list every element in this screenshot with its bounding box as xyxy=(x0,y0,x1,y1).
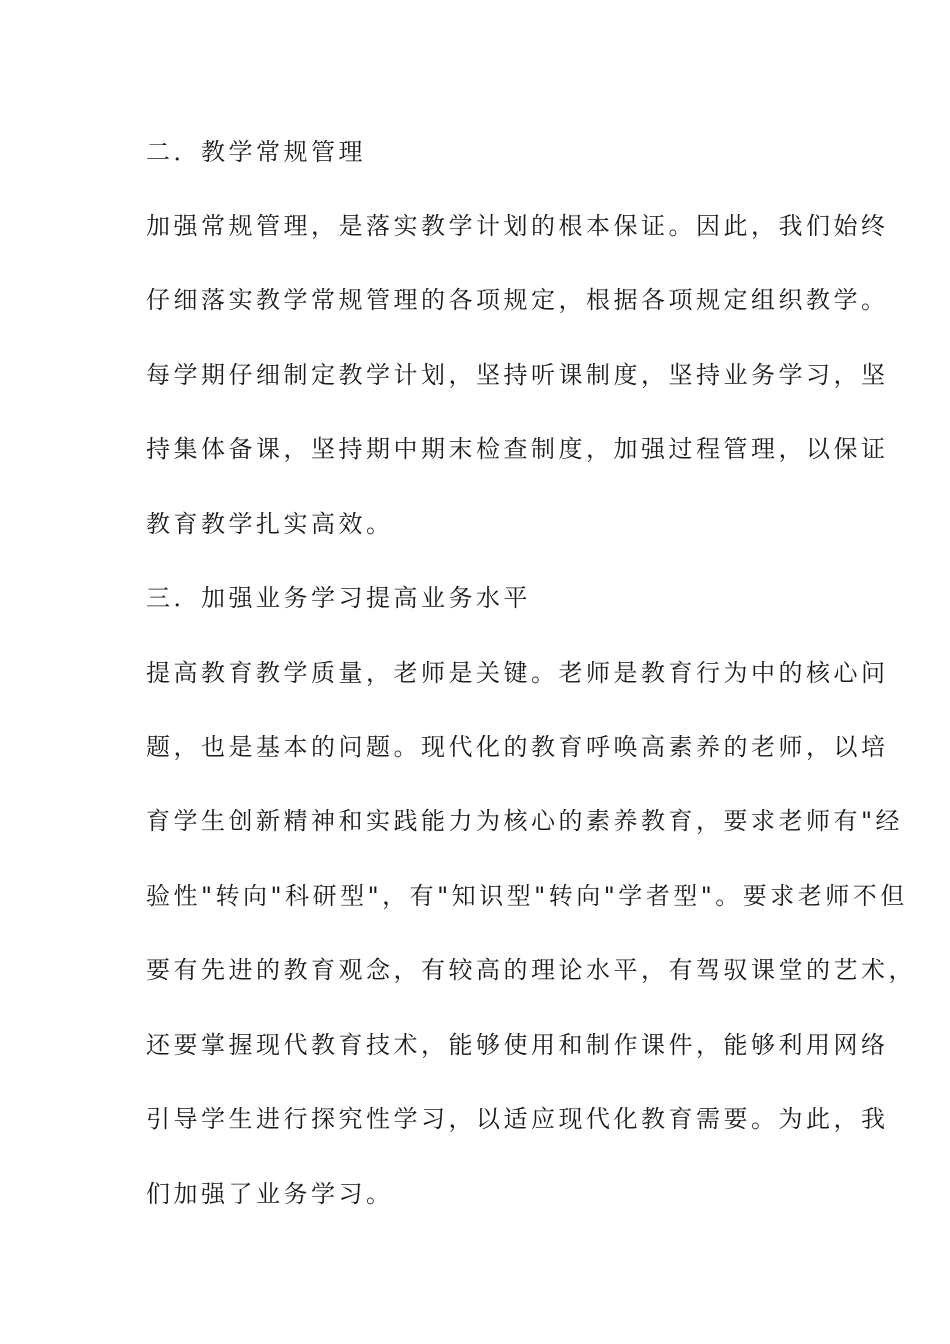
paragraph-line: 教育教学扎实高效。 xyxy=(146,510,394,538)
paragraph-line: 持集体备课，坚持期中期末检查制度，加强过程管理，以保证 xyxy=(146,435,889,463)
paragraph-line: 验性"转向"科研型"，有"知识型"转向"学者型"。要求老师不但 xyxy=(146,882,908,910)
paragraph-line: 们加强了业务学习。 xyxy=(146,1180,394,1208)
paragraph-line: 仔细落实教学常规管理的各项规定，根据各项规定组织教学。 xyxy=(146,286,889,314)
paragraph-line: 加强常规管理，是落实教学计划的根本保证。因此，我们始终 xyxy=(146,212,889,240)
paragraph-line: 每学期仔细制定教学计划，坚持听课制度，坚持业务学习，坚 xyxy=(146,361,889,389)
paragraph-line: 还要掌握现代教育技术，能够使用和制作课件，能够利用网络 xyxy=(146,1031,889,1059)
paragraph-line: 要有先进的教育观念，有较高的理论水平，有驾驭课堂的艺术， xyxy=(146,956,916,984)
paragraph-line: 题，也是基本的问题。现代化的教育呼唤高素养的老师，以培 xyxy=(146,733,889,761)
paragraph-line: 提高教育教学质量，老师是关键。老师是教育行为中的核心问 xyxy=(146,659,889,687)
paragraph-line: 引导学生进行探究性学习，以适应现代化教育需要。为此，我 xyxy=(146,1105,889,1133)
section-heading-3: 三．加强业务学习提高业务水平 xyxy=(146,584,531,612)
paragraph-line: 育学生创新精神和实践能力为核心的素养教育，要求老师有"经 xyxy=(146,807,904,835)
section-heading-2: 二．教学常规管理 xyxy=(146,138,366,166)
